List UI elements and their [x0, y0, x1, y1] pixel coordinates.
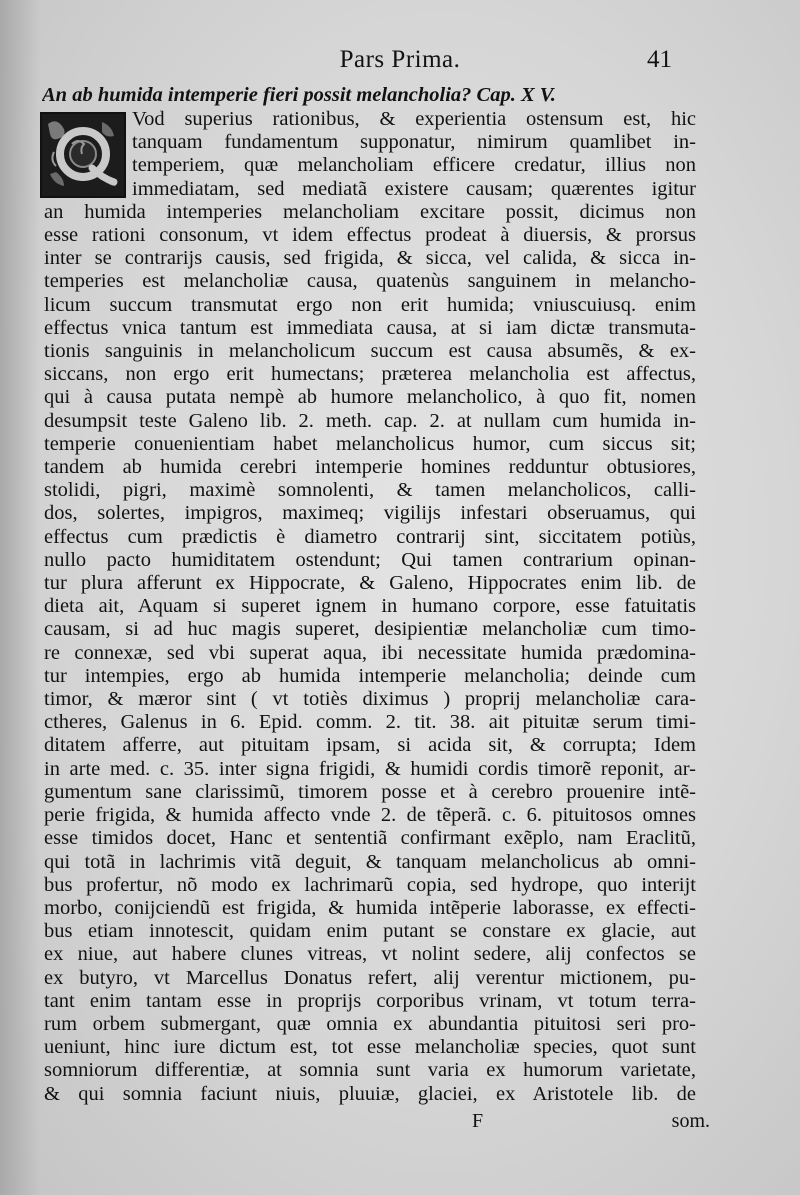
text-line: tanquam fundamentum supponatur, nimirum quamlibet in-	[132, 131, 696, 154]
text-line: tandem ab humida cerebri intemperie homines redduntur obtusiores,	[44, 456, 696, 479]
text-line: & qui somnia faciunt niuis, pluuiæ, glaciei, ex Aristotele lib. de	[44, 1082, 696, 1105]
text-line: tur intempies, ergo ab humida intemperie melancholia; deinde cum	[44, 664, 696, 687]
page-header	[0, 46, 800, 82]
text-line: temperiem, quæ melancholiam efficere credatur, illius non	[132, 154, 696, 177]
text-line: siccans, non ergo erit humectans; præterea melancholia est affectus,	[44, 363, 696, 386]
text-line: temperie conuenientiam habet melancholicus humor, cum siccus sit;	[44, 432, 696, 455]
text-line: morbo, conijciendũ est frigida, & humida intẽperie laborasse, ex effecti-	[44, 896, 696, 919]
text-line: qui totã in lachrimis vitã deguit, & tanquam melancholicus ab omni-	[44, 850, 696, 873]
body-text	[44, 108, 696, 1106]
text-line: timor, & mæror sint ( vt totiès diximus ) proprij melancholiæ cara-	[44, 688, 696, 711]
text-line: nullo pacto humiditatem ostendunt; Qui tamen contrarium opinan-	[44, 548, 696, 571]
text-line: re connexæ, sed vbi superat aqua, ibi necessitate humida prædomina-	[44, 641, 696, 664]
text-line: an humida intemperies melancholiam excitare possit, dicimus non	[44, 200, 696, 223]
text-line: somniorum differentiæ, at somnia sunt varia ex humorum varietate,	[44, 1059, 696, 1082]
page-number: 41	[647, 46, 672, 73]
text-line: effectus cum prædictis è diametro contrarij sint, siccitatem potiùs,	[44, 525, 696, 548]
text-line: inter se contrarijs causis, sed frigida, & sicca, vel calida, & sicca in-	[44, 247, 696, 270]
text-line: in arte med. c. 35. inter signa frigidi, & humidi cordis timorẽ reponit, ar-	[44, 757, 696, 780]
text-line: immediatam, sed mediatã existere causam; quærentes igitur	[132, 177, 696, 200]
running-title: Pars Prima.	[339, 46, 461, 73]
text-line: dieta ait, Aquam si superet ignem in humano corpore, esse fatuitatis	[44, 595, 696, 618]
text-line: bus profertur, nõ modo ex lachrimarũ copia, sed hydrope, quo interijt	[44, 873, 696, 896]
text-line: tionis sanguinis in melancholicum succum est causa absumẽs, & ex-	[44, 340, 696, 363]
text-line: ctheres, Galenus in 6. Epid. comm. 2. tit. 38. ait pituitæ serum timi-	[44, 711, 696, 734]
chapter-heading: An ab humida intemperie fieri possit melancholia? Cap. X V.	[42, 84, 556, 106]
text-line: bus etiam innotescit, quidam enim putant se constare ex glacie, aut	[44, 920, 696, 943]
text-line: rum orbem submergant, quæ omnia ex abundantia pituitosi seri pro-	[44, 1012, 696, 1035]
text-line: ex butyro, vt Marcellus Donatus refert, alij verentur mictionem, pu-	[44, 966, 696, 989]
text-line: ditatem afferre, aut pituitam ipsam, si acida sit, & corrupta; Idem	[44, 734, 696, 757]
text-line: causam, si ad huc magis superet, desipientiæ melancholiæ cum timo-	[44, 618, 696, 641]
text-line: stolidi, pigri, maximè somnolenti, & tamen melancholicos, calli-	[44, 479, 696, 502]
catchword: som.	[671, 1110, 710, 1132]
text-line: perie frigida, & humida affecto vnde 2. de tẽperã. c. 6. pituitosos omnes	[44, 804, 696, 827]
text-line: esse rationi consonum, vt idem effectus prodeat à diuersis, & prorsus	[44, 224, 696, 247]
page-footer	[44, 1110, 710, 1136]
text-line: dos, solertes, impigros, maximeq; vigilijs infestari obseruamus, qui	[44, 502, 696, 525]
text-line: tant enim tantam esse in proprijs corporibus vrinam, vt totum terra-	[44, 989, 696, 1012]
text-line: esse timidos docet, Hanc et sententiã confirmant exẽplo, nam Eraclitũ,	[44, 827, 696, 850]
page-edge-shadow	[0, 0, 40, 1195]
text-line: temperies est melancholiæ causa, quatenùs sanguinem in melancho-	[44, 270, 696, 293]
text-line: ex niue, aut habere clunes vitreas, vt nolint sedere, alij confectos se	[44, 943, 696, 966]
text-line: Vod superius rationibus, & experientia ostensum est, hic	[132, 108, 696, 130]
text-line: desumpsit teste Galeno lib. 2. meth. cap. 2. at nullam cum humida in-	[44, 409, 696, 432]
text-line: ueniunt, hinc iure dictum est, tot esse melancholiæ species, quot sunt	[44, 1036, 696, 1059]
text-line: gumentum sane clarissimũ, timorem posse et à cerebro prouenire intẽ-	[44, 780, 696, 803]
signature-mark: F	[472, 1110, 484, 1132]
text-line: licum succum transmutat ergo non erit humida; vniuscuiusq. enim	[44, 293, 696, 316]
text-line: tur plura afferunt ex Hippocrate, & Galeno, Hippocrates enim lib. de	[44, 572, 696, 595]
text-line: qui à causa putata nempè ab humore melancholico, à quo fit, nomen	[44, 386, 696, 409]
text-line: effectus vnica tantum est immediata causa, at si iam dictæ transmuta-	[44, 316, 696, 339]
